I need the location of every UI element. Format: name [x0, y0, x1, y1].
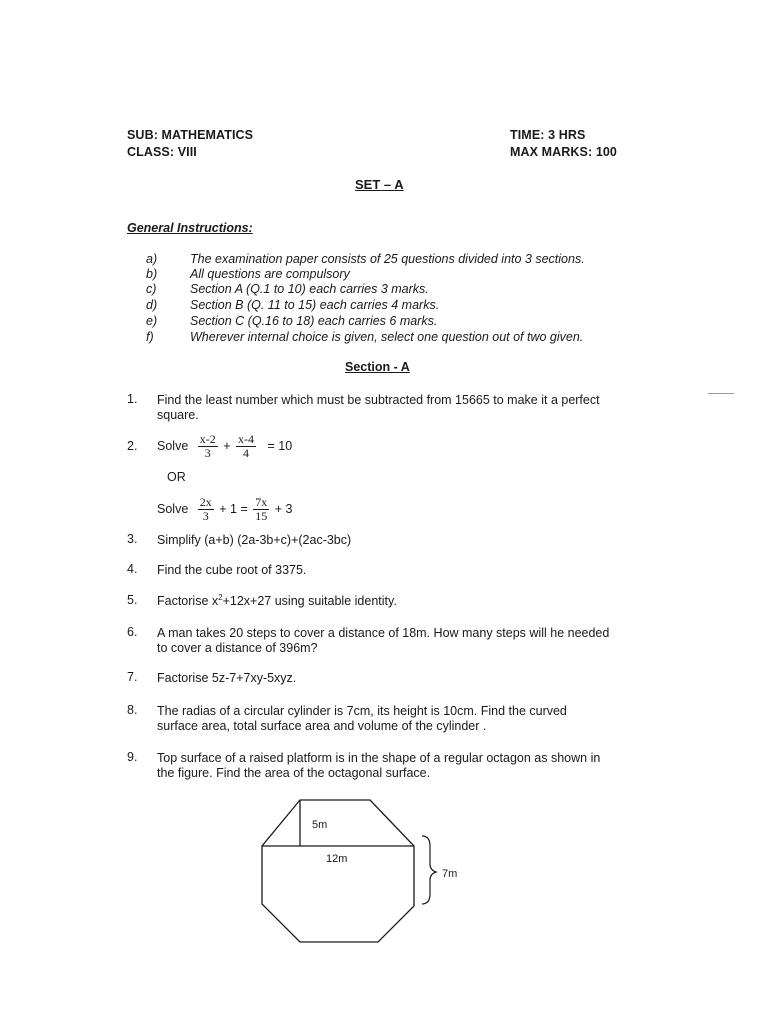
question-number: 1. [127, 392, 138, 406]
plus-sign: + [223, 439, 231, 453]
question-9-line-1: Top surface of a raised platform is in the shape of a regular octagon as shown in [157, 751, 601, 765]
question-6-line-2: to cover a distance of 396m? [157, 641, 318, 655]
instruction-label: b) [146, 267, 158, 281]
denominator: 3 [202, 509, 209, 524]
numerator: x-2 [199, 432, 216, 447]
set-title: SET – A [355, 177, 404, 192]
question-6-line-1: A man takes 20 steps to cover a distance of 18m. How many steps will he needed [157, 626, 610, 640]
q5-prefix: Factorise x [157, 594, 219, 608]
instruction-text: Section C (Q.16 to 18) each carries 6 marks. [190, 314, 438, 328]
general-instructions-heading: General Instructions: [127, 221, 253, 235]
question-number: 8. [127, 703, 138, 717]
question-8-line-2: surface area, total surface area and volume of the cylinder . [157, 719, 487, 733]
q5-suffix: +12x+27 using suitable identity. [222, 594, 397, 608]
question-2-equation-2 [157, 494, 292, 524]
octagon-figure [250, 790, 480, 960]
question-8-line-1: The radias of a circular cylinder is 7cm, its height is 10cm. Find the curved [157, 704, 567, 718]
fraction [198, 496, 214, 523]
question-number: 3. [127, 532, 138, 546]
instruction-label: e) [146, 314, 158, 328]
subject-label: SUB: MATHEMATICS [127, 128, 254, 142]
denominator: 3 [204, 446, 211, 461]
denominator: 15 [255, 509, 268, 524]
question-number: 5. [127, 593, 138, 607]
question-7-text: Factorise 5z-7+7xy-5xyz. [157, 671, 297, 685]
fraction [253, 496, 269, 523]
denominator: 4 [243, 446, 250, 461]
question-2-equation-1 [157, 431, 292, 461]
question-4-text: Find the cube root of 3375. [157, 563, 307, 577]
instruction-text: Section B (Q. 11 to 15) each carries 4 marks. [190, 298, 440, 312]
question-5-text [157, 593, 397, 609]
or-label: OR [167, 470, 186, 484]
instruction-text: The examination paper consists of 25 questions divided into 3 sections. [190, 252, 585, 266]
right-brace [422, 836, 436, 904]
section-a-title: Section - A [345, 360, 410, 374]
instruction-text: Wherever internal choice is given, select one question out of two given. [190, 330, 584, 344]
instruction-label: f) [146, 330, 154, 344]
equation-rhs: = 10 [267, 439, 293, 453]
question-number: 9. [127, 750, 138, 764]
instruction-label: d) [146, 298, 158, 312]
question-1-line-1: Find the least number which must be subtracted from 15665 to make it a perfect [157, 393, 600, 407]
time-label: TIME: 3 HRS [510, 128, 586, 142]
instruction-text: All questions are compulsory [190, 267, 350, 281]
class-label: CLASS: VIII [127, 145, 197, 159]
instruction-label: c) [146, 282, 157, 296]
numerator: 7x [255, 495, 268, 510]
question-number: 7. [127, 670, 138, 684]
numerator: x-4 [238, 432, 255, 447]
fraction [198, 433, 218, 460]
instruction-label: a) [146, 252, 158, 266]
solve-word: Solve [157, 502, 189, 516]
question-3-text: Simplify (a+b) (2a-3b+c)+(2ac-3bc) [157, 533, 352, 547]
equation-middle: + 1 = [219, 502, 248, 516]
label-5m: 5m [312, 819, 328, 831]
octagon-shape [262, 800, 414, 942]
max-marks-label: MAX MARKS: 100 [510, 145, 617, 159]
question-number: 2. [127, 439, 138, 453]
solve-word: Solve [157, 439, 189, 453]
numerator: 2x [199, 495, 212, 510]
fraction [236, 433, 256, 460]
instruction-text: Section A (Q.1 to 10) each carries 3 marks. [190, 282, 429, 296]
exponent: 2 [218, 592, 223, 602]
label-12m: 12m [326, 853, 348, 865]
label-7m: 7m [442, 868, 458, 880]
question-number: 6. [127, 625, 138, 639]
question-9-line-2: the figure. Find the area of the octagonal surface. [157, 766, 431, 780]
question-number: 4. [127, 562, 138, 576]
equation-tail: + 3 [274, 502, 293, 516]
question-1-line-2: square. [157, 408, 199, 422]
scan-mark [708, 393, 734, 394]
